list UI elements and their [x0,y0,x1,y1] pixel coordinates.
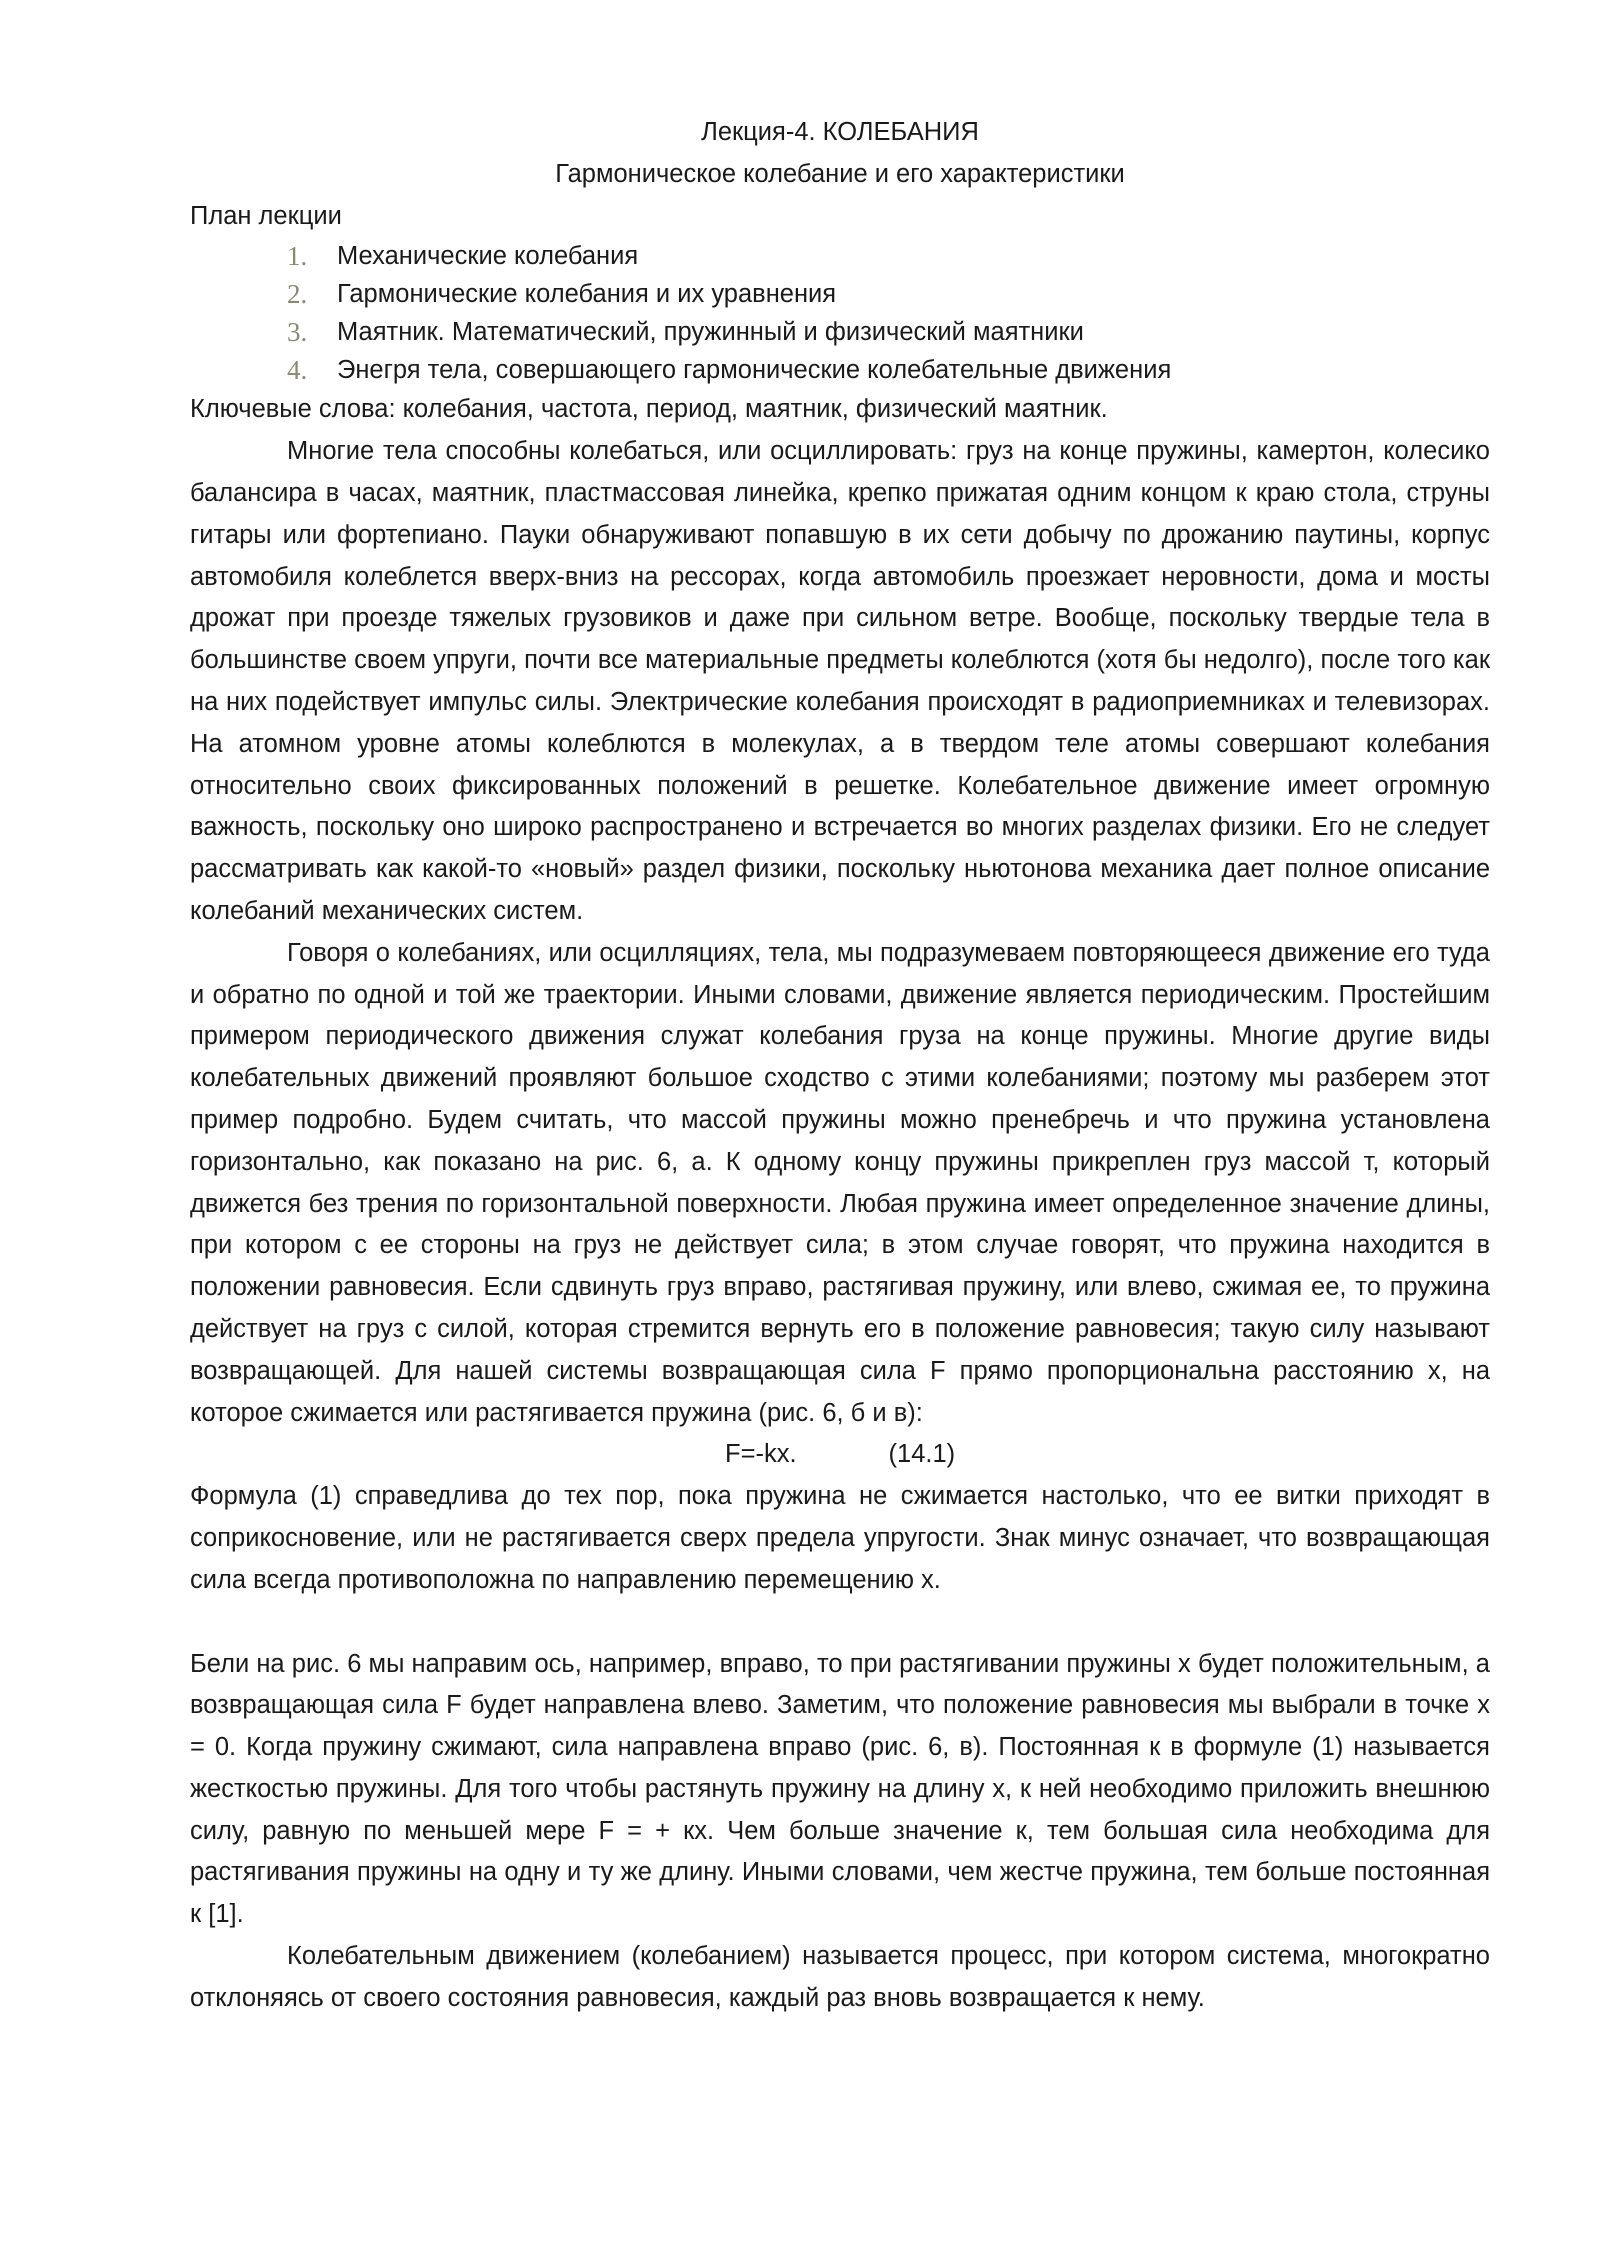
plan-item [190,275,1490,313]
plan-heading: План лекции [190,201,342,230]
plan-item-text: Гармонические колебания и их уравнения [337,280,837,309]
plan-item [190,313,1490,351]
paragraph-oscillatory-motion-definition: Колебательным движением (колебанием) называется процесс, при котором система, многократно отклоняясь от своего состояния равновесия, каждый раз вновь возвращается к нему. [190,1942,1490,2012]
plan-item-number: 4. [287,355,308,386]
formula-number: (14.1) [888,1440,956,1469]
plan-item-text: Энегря тела, совершающего гармонические колебательные движения [337,356,1172,385]
paragraph-formula-validity: Формула (1) справедлива до тех пор, пока пружина не сжимается настолько, что ее витки приходят в соприкосновение, или не растягивается сверх предела упругости. Знак минус означает, что возвращающая сила всегда противоположна по направлению перемещению х. [190,1482,1490,1594]
lecture-title: Лекция-4. КОЛЕБАНИЯ [701,118,979,146]
plan-item [190,237,1490,275]
keywords-line: Ключевые слова: колебания, частота, период, маятник, физический маятник. [190,395,1108,424]
formula-line [190,1434,1490,1476]
plan-list [190,237,1490,389]
formula: F=-kx. [725,1440,797,1469]
plan-item [190,351,1490,389]
document-page [190,112,1490,2020]
plan-item-text: Маятник. Математический, пружинный и физический маятники [337,318,1084,347]
plan-item-number: 2. [287,279,308,310]
plan-item-number: 1. [287,241,308,272]
plan-item-number: 3. [287,317,308,348]
paragraph-spring-oscillation: Говоря о колебаниях, или осцилляциях, тела, мы подразумеваем повторяющееся движение его туда и обратно по одной и той же траектории. Иными словами, движение является периодическим. Простейшим примером периодического движения служат колебания груза на конце пружины. Многие другие виды колебательных движений проявляют большое сходство с этими колебаниями; поэтому мы разберем этот пример подробно. Будем считать, что массой пружины можно пренебречь и что пружина установлена горизонтально, как показано на рис. 6, а. К одному концу пружины прикреплен груз массой т, который движется без трения по горизонтальной поверхности. Любая пружина имеет определенное значение длины, при котором с ее стороны на груз не действует сила; в этом случае говорят, что пружина находится в положении равновесия. Если сдвинуть груз вправо, растягивая пружину, или влево, сжимая ее, то пружина действует на груз с силой, которая стремится вернуть его в положение равновесия; такую силу называют возвращающей. Для нашей системы возвращающая сила F прямо пропорциональна расстоянию х, на которое сжимается или растягивается пружина (рис. 6, б и в): [190,938,1490,1427]
paragraph-spring-stiffness: Бели на рис. 6 мы направим ось, например, вправо, то при растягивании пружины х будет положительным, а возвращающая сила F будет направлена влево. Заметим, что положение равновесия мы выбрали в точке х = 0. Когда пружину сжимают, сила направлена вправо (рис. 6, в). Постоянная к в формуле (1) называется жесткостью пружины. Для того чтобы растянуть пружину на длину х, к ней необходимо приложить внешнюю силу, равную по меньшей мере F = + кх. Чем больше значение к, тем большая сила необходима для растягивания пружины на одну и ту же длину. Иными словами, чем жестче пружина, тем больше постоянная к [1]. [190,1649,1490,1929]
paragraph-gap [190,1602,1490,1644]
plan-item-text: Механические колебания [337,242,639,271]
lecture-subtitle: Гармоническое колебание и его характеристики [555,159,1125,188]
paragraph-oscillating-bodies: Многие тела способны колебаться, или осциллировать: груз на конце пружины, камертон, колесико балансира в часах, маятник, пластмассовая линейка, крепко прижатая одним концом к краю стола, струны гитары или фортепиано. Пауки обнаруживают попавшую в их сети добычу по дрожанию паутины, корпус автомобиля колеблется вверх-вниз на рессорах, когда автомобиль проезжает неровности, дома и мосты дрожат при проезде тяжелых грузовиков и даже при сильном ветре. Вообще, поскольку твердые тела в большинстве своем упруги, почти все материальные предметы колеблются (хотя бы недолго), после того как на них подействует импульс силы. Электрические колебания происходят в радиоприемниках и телевизорах. На атомном уровне атомы колеблются в молекулах, а в твердом теле атомы совершают колебания относительно своих фиксированных положений в решетке. Колебательное движение имеет огромную важность, поскольку оно широко распространено и встречается во многих разделах физики. Его не следует рассматривать как какой-то «новый» раздел физики, поскольку ньютонова механика дает полное описание колебаний механических систем. [190,437,1490,925]
